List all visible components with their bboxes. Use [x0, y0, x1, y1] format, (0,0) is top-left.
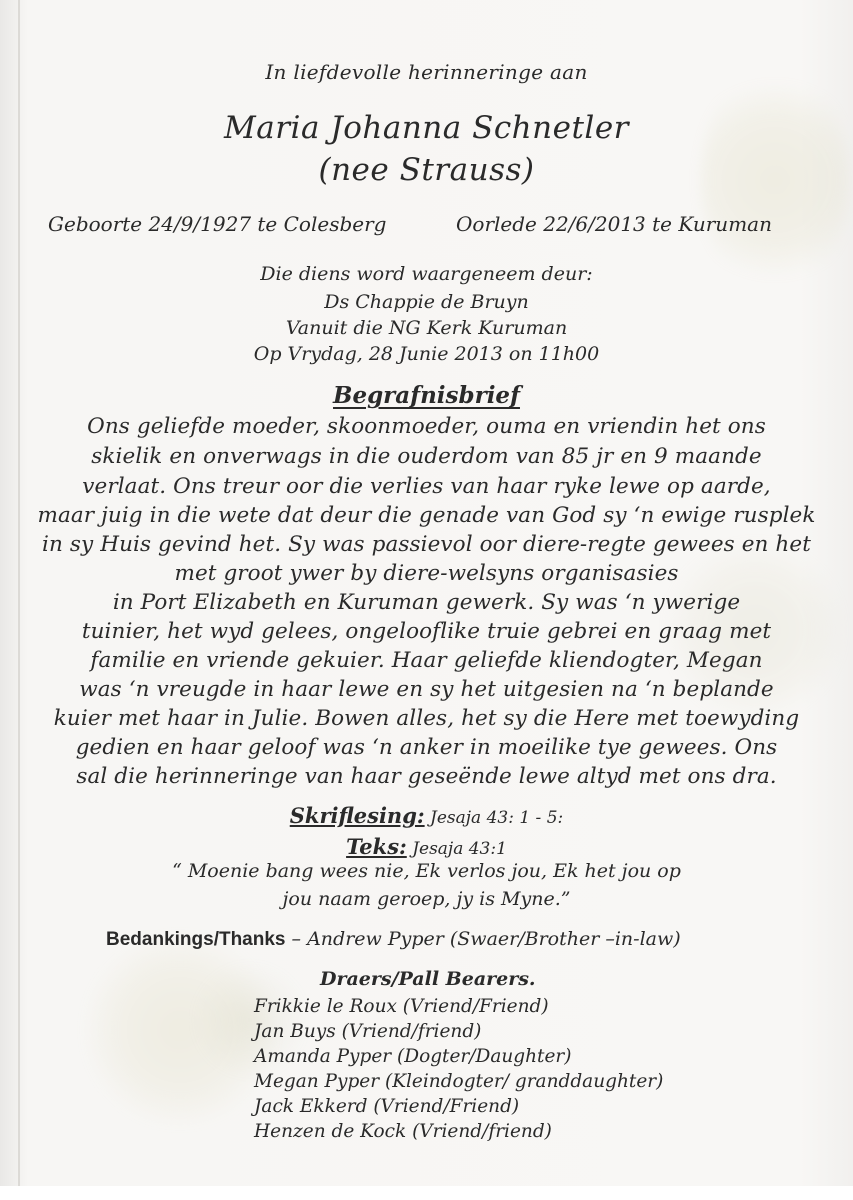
- page-bottom-edge: [0, 1186, 853, 1200]
- pall-bearer-item: Frikkie le Roux (Vriend/Friend): [254, 996, 549, 1017]
- pall-bearers-heading: Draers/Pall Bearers.: [320, 968, 536, 990]
- pall-bearer-item: Megan Pyper (Kleindogter/ granddaughter): [254, 1071, 664, 1092]
- pall-bearers-list: [254, 994, 663, 1144]
- thanks-line: [106, 928, 681, 951]
- death-info: Oorlede 22/6/2013 te Kuruman: [456, 212, 772, 236]
- thanks-value: – Andrew Pyper (Swaer/Brother –in-law): [285, 928, 681, 950]
- letter-line: gedien en haar geloof was ‘n anker in moeilike tye gewees. Ons: [75, 735, 778, 760]
- birth-info: Geboorte 24/9/1927 te Colesberg: [48, 212, 387, 236]
- service-line-1: Die diens word waargeneem deur:: [260, 263, 593, 285]
- funeral-letter-heading: Begrafnisbrief: [333, 382, 520, 409]
- maiden-name: (nee Strauss): [318, 152, 535, 188]
- letter-line: in sy Huis gevind het. Sy was passievol oor diere-regte gewees en het: [42, 532, 811, 557]
- pall-bearer-item: Jan Buys (Vriend/friend): [254, 1021, 482, 1042]
- service-minister: Ds Chappie de Bruyn: [324, 291, 529, 313]
- letter-line: kuier met haar in Julie. Bowen alles, het sy die Here met toewyding: [53, 706, 800, 731]
- pall-bearer-item: Amanda Pyper (Dogter/Daughter): [254, 1046, 572, 1067]
- service-date-time: Op Vrydag, 28 Junie 2013 on 11h00: [253, 343, 600, 365]
- letter-line: verlaat. Ons treur oor die verlies van haar ryke lewe op aarde,: [82, 474, 771, 499]
- scripture-reading-value: Jesaja 43: 1 - 5:: [430, 808, 564, 828]
- deceased-name: Maria Johanna Schnetler: [223, 110, 629, 146]
- scripture-text-label: Teks:: [346, 834, 407, 859]
- letter-line: in Port Elizabeth en Kuruman gewerk. Sy was ‘n ywerige: [112, 590, 741, 615]
- memorial-intro: In liefdevolle herinneringe aan: [265, 60, 588, 84]
- letter-line: familie en vriende gekuier. Haar geliefde kliendogter, Megan: [90, 648, 763, 673]
- letter-line: maar juig in die wete dat deur die genade van God sy ‘n ewige rusplek: [37, 503, 816, 528]
- pall-bearer-item: Jack Ekkerd (Vriend/Friend): [254, 1096, 520, 1117]
- scripture-quote-line-1: “ Moenie bang wees nie, Ek verlos jou, Ek het jou op: [172, 860, 681, 882]
- letter-line: was ‘n vreugde in haar lewe en sy het uitgesien na ‘n beplande: [79, 677, 774, 702]
- letter-line: met groot ywer by diere-welsyns organisasies: [174, 561, 679, 586]
- scripture-reading-label: Skriflesing:: [289, 803, 425, 828]
- letter-line: Ons geliefde moeder, skoonmoeder, ouma en vriendin het ons: [87, 414, 766, 439]
- service-church: Vanuit die NG Kerk Kuruman: [285, 317, 568, 339]
- thanks-label: Bedankings/Thanks: [106, 929, 286, 950]
- letter-line: sal die herinneringe van haar geseënde lewe altyd met ons dra.: [76, 764, 777, 789]
- pall-bearer-item: Henzen de Kock (Vriend/friend): [254, 1121, 552, 1142]
- scripture-quote-line-2: jou naam geroep, jy is Myne.”: [282, 888, 571, 910]
- scripture-text-value: Jesaja 43:1: [412, 839, 507, 859]
- letter-line: skielik en onverwags in die ouderdom van 85 jr en 9 maande: [91, 444, 762, 469]
- scripture-text: [0, 834, 853, 859]
- letter-line: tuinier, het wyd gelees, ongelooflike truie gebrei en graag met: [81, 619, 772, 644]
- scripture-reading: [0, 803, 853, 828]
